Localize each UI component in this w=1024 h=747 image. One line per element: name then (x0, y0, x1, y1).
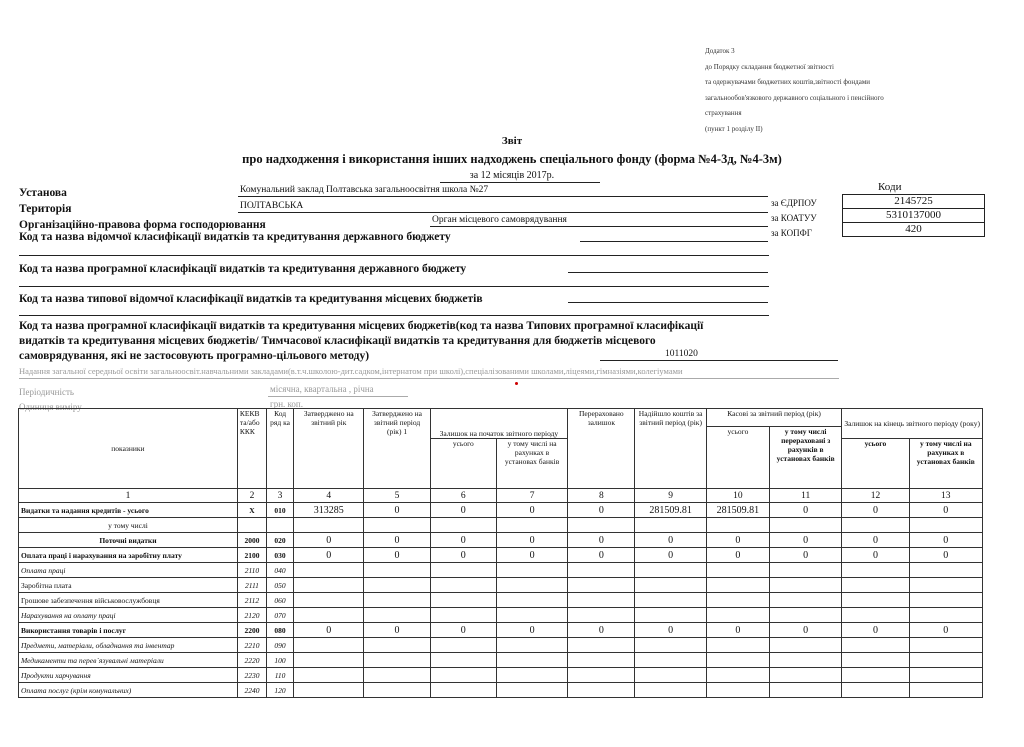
table-row (19, 668, 983, 683)
row-cell (909, 683, 982, 698)
row-cell (294, 668, 364, 683)
row-indicator: Використання товарів і послуг (19, 623, 238, 638)
appendix-line: та одержувачами бюджетних коштів,звітності фондами (705, 78, 871, 86)
row-cell: 0 (364, 503, 430, 518)
table-row (19, 653, 983, 668)
row-cell: 0 (294, 623, 364, 638)
row-kekv: 2000 (237, 533, 266, 548)
row-indicator: Медикаменти та перев`язувальні матеріали (19, 653, 238, 668)
row-cell (496, 608, 567, 623)
col-balance-end-header: Залишок на кінець звітного періоду (року) (842, 409, 983, 439)
col-end-total-header: усього (842, 439, 909, 489)
col-number: 7 (496, 489, 567, 503)
row-indicator: Заробітна плата (19, 578, 238, 593)
row-cell: 0 (909, 533, 982, 548)
prog-code-underline-2 (19, 286, 769, 287)
dept-code-underline (580, 241, 768, 242)
row-cell (770, 518, 842, 533)
row-cell (706, 518, 769, 533)
row-indicator: Грошове забезпечення військовослужбовця (19, 593, 238, 608)
row-cell: 0 (842, 623, 909, 638)
row-cell (842, 608, 909, 623)
row-code: 050 (267, 578, 294, 593)
row-cell (635, 668, 706, 683)
row-cell: 0 (430, 623, 496, 638)
col-number: 12 (842, 489, 909, 503)
row-indicator: Видатки та надання кредитів - усього (19, 503, 238, 518)
row-kekv: 2120 (237, 608, 266, 623)
row-cell (706, 668, 769, 683)
col-approved-year-header: Затверджено на звітний рік (294, 409, 364, 489)
row-cell (364, 578, 430, 593)
row-cell (364, 608, 430, 623)
row-cell (909, 593, 982, 608)
row-cell (770, 638, 842, 653)
col-transferred-header: Перераховано залишок (568, 409, 635, 489)
row-cell: 0 (496, 548, 567, 563)
row-cell (430, 653, 496, 668)
row-cell (770, 593, 842, 608)
row-indicator: Оплата праці і нарахування на заробітну плату (19, 548, 238, 563)
row-cell: 281509.81 (635, 503, 706, 518)
row-cell: 0 (770, 623, 842, 638)
row-cell (496, 668, 567, 683)
row-cell (568, 683, 635, 698)
row-kekv: 2240 (237, 683, 266, 698)
prog-code-underline (568, 272, 768, 273)
row-cell (909, 653, 982, 668)
appendix-line: страхування (705, 109, 742, 117)
row-code: 010 (267, 503, 294, 518)
territory-value: ПОЛТАВСЬКА (240, 201, 304, 211)
row-cell: 0 (568, 548, 635, 563)
row-code: 030 (267, 548, 294, 563)
kopfg-label: за КОПФГ (771, 228, 812, 238)
unit-value: грн. коп. (270, 399, 303, 409)
row-indicator: Предмети, матеріали, обладнання та інвентар (19, 638, 238, 653)
row-cell: 0 (842, 548, 909, 563)
row-cell: 0 (909, 548, 982, 563)
row-kekv: 2220 (237, 653, 266, 668)
col-balance-start-header: Залишок на початок звітного періоду (430, 409, 568, 439)
col-cash-transferred-header: у тому числі перераховані з рахунків в установах банків (770, 427, 842, 489)
row-cell (842, 638, 909, 653)
row-cell (496, 593, 567, 608)
row-cell (568, 593, 635, 608)
row-cell (635, 638, 706, 653)
table-row (19, 638, 983, 653)
row-cell: 0 (430, 533, 496, 548)
row-cell: 0 (635, 623, 706, 638)
row-code: 100 (267, 653, 294, 668)
col-cash-total-header: усього (706, 427, 769, 489)
row-cell (294, 578, 364, 593)
row-cell: 0 (294, 548, 364, 563)
row-cell (842, 518, 909, 533)
periodicity-underline (268, 396, 408, 397)
report-period: за 12 місяців 2017р. (469, 170, 555, 181)
row-cell: 0 (706, 623, 769, 638)
col-number: 6 (430, 489, 496, 503)
col-number: 8 (568, 489, 635, 503)
row-cell (706, 608, 769, 623)
row-cell: 0 (364, 623, 430, 638)
column-numbers-row (19, 489, 983, 503)
row-cell (842, 683, 909, 698)
col-number: 4 (294, 489, 364, 503)
row-code: 090 (267, 638, 294, 653)
koatuu-value: 5310137000 (843, 209, 984, 223)
row-cell (909, 608, 982, 623)
row-cell: 0 (568, 533, 635, 548)
desc-underline (19, 378, 839, 379)
row-cell (430, 608, 496, 623)
local-prog-label-2: видатків та кредитування місцевих бюджетів/ Тимчасової класифікації видатків та кредитування для бюджетів місцевого (19, 335, 656, 347)
row-indicator: Продукти харчування (19, 668, 238, 683)
legal-form-label: Організаційно-правова форма господорювання (19, 219, 266, 231)
row-code: 120 (267, 683, 294, 698)
row-cell: 0 (364, 548, 430, 563)
row-cell (635, 593, 706, 608)
row-cell (430, 638, 496, 653)
row-cell: 0 (635, 533, 706, 548)
typical-code-underline-2 (19, 315, 769, 316)
row-cell (568, 563, 635, 578)
institution-value: Комунальний заклад Полтавська загальноосвітня школа №27 (240, 185, 489, 195)
row-cell (568, 578, 635, 593)
report-subtitle: про надходження і використання інших надходжень спеціального фонду (форма №4-3д, №4-3м) (242, 152, 782, 166)
row-cell (706, 638, 769, 653)
dept-code-underline-2 (19, 255, 769, 256)
row-cell (364, 518, 430, 533)
row-cell: 0 (496, 503, 567, 518)
row-cell (635, 653, 706, 668)
col-cash-header: Касові за звітний період (рік) (706, 409, 842, 427)
row-code: 020 (267, 533, 294, 548)
row-cell (842, 653, 909, 668)
col-received-header: Надійшло коштів за звітний період (рік) (635, 409, 706, 489)
row-cell: 0 (770, 533, 842, 548)
row-cell (496, 683, 567, 698)
col-number: 13 (909, 489, 982, 503)
row-cell (568, 638, 635, 653)
row-cell: 0 (706, 548, 769, 563)
row-cell (635, 608, 706, 623)
row-cell (635, 563, 706, 578)
row-cell (770, 668, 842, 683)
row-cell (706, 683, 769, 698)
row-cell (568, 608, 635, 623)
row-cell (496, 518, 567, 533)
edrpou-value: 2145725 (843, 195, 984, 209)
col-number: 11 (770, 489, 842, 503)
row-cell (496, 563, 567, 578)
row-cell: 0 (842, 533, 909, 548)
row-kekv: 2100 (237, 548, 266, 563)
territory-label: Територія (19, 203, 72, 215)
legal-form-underline (430, 226, 768, 227)
row-cell (635, 683, 706, 698)
table-row (19, 623, 983, 638)
typical-code-underline (568, 302, 768, 303)
report-table (18, 408, 983, 698)
row-cell: 0 (430, 548, 496, 563)
row-indicator: Нарахування на оплату праці (19, 608, 238, 623)
row-cell (364, 653, 430, 668)
unit-label: Одиниця виміру (19, 402, 82, 412)
row-cell (909, 563, 982, 578)
row-cell (842, 593, 909, 608)
codes-header: Коди (878, 181, 902, 193)
row-cell (706, 593, 769, 608)
table-row (19, 578, 983, 593)
row-cell: 0 (568, 623, 635, 638)
appendix-line: загальнообов'язкового державного соціального і пенсійного (705, 93, 884, 102)
row-kekv (237, 518, 266, 533)
local-prog-underline (600, 360, 838, 361)
row-kekv: 2111 (237, 578, 266, 593)
row-cell (909, 668, 982, 683)
col-number: 5 (364, 489, 430, 503)
row-code: 040 (267, 563, 294, 578)
row-kekv: 2112 (237, 593, 266, 608)
row-cell (430, 563, 496, 578)
row-cell: 0 (706, 533, 769, 548)
row-cell (364, 593, 430, 608)
col-number: 10 (706, 489, 769, 503)
col-number: 3 (267, 489, 294, 503)
row-cell (909, 578, 982, 593)
appendix-line: (пункт 1 розділу II) (705, 124, 763, 133)
typical-code-label: Код та назва типової відомчої класифікації видатків та кредитування місцевих бюджетів (19, 293, 483, 305)
row-cell (294, 653, 364, 668)
row-cell (430, 593, 496, 608)
codes-box (842, 194, 985, 237)
col-approved-period-header: Затверджено на звітний період (рік) 1 (364, 409, 430, 489)
row-cell: 0 (770, 548, 842, 563)
row-cell (294, 638, 364, 653)
col-start-banks-header: у тому числі на рахунках в установах банків (496, 439, 567, 489)
local-prog-code: 1011020 (665, 349, 698, 359)
row-indicator: Оплата праці (19, 563, 238, 578)
row-cell (568, 518, 635, 533)
row-cell (706, 653, 769, 668)
row-code: 060 (267, 593, 294, 608)
territory-underline (238, 212, 768, 213)
row-cell: 0 (496, 533, 567, 548)
row-cell (430, 683, 496, 698)
row-cell: 0 (770, 503, 842, 518)
row-code (267, 518, 294, 533)
row-cell (496, 653, 567, 668)
row-cell (430, 518, 496, 533)
row-cell (842, 668, 909, 683)
table-row (19, 563, 983, 578)
col-number: 2 (237, 489, 266, 503)
institution-label: Установа (19, 187, 67, 199)
row-kekv: 2230 (237, 668, 266, 683)
row-cell (635, 518, 706, 533)
row-cell (294, 608, 364, 623)
row-cell (294, 593, 364, 608)
legal-form-value: Орган місцевого самоврядування (432, 215, 567, 225)
row-indicator: Поточні видатки (19, 533, 238, 548)
row-cell (568, 668, 635, 683)
row-cell (706, 563, 769, 578)
row-cell (294, 518, 364, 533)
table-row (19, 608, 983, 623)
col-start-total-header: усього (430, 439, 496, 489)
row-cell (770, 683, 842, 698)
row-code: 080 (267, 623, 294, 638)
kopfg-value: 420 (905, 223, 922, 235)
dept-code-label: Код та назва відомчої класифікації видатків та кредитування державного бюджету (19, 231, 451, 243)
row-cell: 0 (909, 623, 982, 638)
col-kekv-header: КЕКВ та/або ККК (237, 409, 266, 489)
row-cell: 281509.81 (706, 503, 769, 518)
row-code: 110 (267, 668, 294, 683)
table-row (19, 533, 983, 548)
col-number: 1 (19, 489, 238, 503)
row-kekv: 2200 (237, 623, 266, 638)
row-cell (635, 578, 706, 593)
row-cell: 0 (842, 503, 909, 518)
row-cell: 0 (294, 533, 364, 548)
col-code-header: Код ряд ка (267, 409, 294, 489)
koatuu-label: за КОАТУУ (771, 213, 817, 223)
row-cell: 313285 (294, 503, 364, 518)
row-cell: 0 (364, 533, 430, 548)
row-cell (842, 563, 909, 578)
row-cell (496, 638, 567, 653)
local-prog-label-1: Код та назва програмної класифікації видатків та кредитування місцевих бюджетів(код та назва Типових програмної класифікації (19, 320, 704, 332)
row-indicator: Оплата послуг (крім комунальних) (19, 683, 238, 698)
row-code: 070 (267, 608, 294, 623)
row-cell: 0 (909, 503, 982, 518)
row-kekv: 2110 (237, 563, 266, 578)
row-cell (364, 638, 430, 653)
table-row (19, 518, 983, 533)
row-cell: 0 (496, 623, 567, 638)
row-cell (770, 608, 842, 623)
row-cell: 0 (635, 548, 706, 563)
row-cell (364, 563, 430, 578)
appendix-note (705, 44, 884, 137)
row-cell (909, 518, 982, 533)
period-underline (440, 182, 600, 183)
row-cell (770, 578, 842, 593)
row-cell (364, 668, 430, 683)
local-prog-description: Надання загальної середньої освіти загальноосвіт.навчальними закладами(в.т.ч.школою-дит.садком,інтернатом при школі),спеціалізованими школами,ліцеями,гімназіями,колегіумами (19, 366, 683, 376)
row-cell (364, 683, 430, 698)
periodicity-label: Періодичність (19, 387, 75, 397)
row-cell (770, 563, 842, 578)
row-cell (842, 578, 909, 593)
local-prog-label-3: самоврядування, які не застосовують програмно-цільового методу) (19, 350, 370, 362)
row-kekv: 2210 (237, 638, 266, 653)
appendix-line: Додаток 3 (705, 47, 735, 55)
row-cell (706, 578, 769, 593)
table-row (19, 683, 983, 698)
row-indicator: у тому числі (19, 518, 238, 533)
row-cell (909, 638, 982, 653)
col-indicators-header: показники (19, 409, 238, 489)
periodicity-value: місячна, квартальна , річна (270, 384, 374, 394)
edrpou-label: за ЄДРПОУ (771, 198, 817, 208)
prog-code-label: Код та назва програмної класифікації видатків та кредитування державного бюджету (19, 263, 467, 275)
row-cell (294, 683, 364, 698)
col-number: 9 (635, 489, 706, 503)
row-cell: 0 (430, 503, 496, 518)
row-cell (430, 668, 496, 683)
row-cell (294, 563, 364, 578)
table-row (19, 593, 983, 608)
row-cell (496, 578, 567, 593)
col-end-banks-header: у тому числі на рахунках в установах банків (909, 439, 982, 489)
report-title: Звіт (501, 135, 523, 147)
appendix-line: до Порядку складання бюджетної звітності (705, 62, 834, 71)
table-row (19, 548, 983, 563)
table-row (19, 503, 983, 518)
row-kekv: X (237, 503, 266, 518)
row-cell (430, 578, 496, 593)
row-cell (770, 653, 842, 668)
row-cell (568, 653, 635, 668)
institution-underline (238, 196, 768, 197)
stray-mark (515, 382, 518, 385)
row-cell: 0 (568, 503, 635, 518)
